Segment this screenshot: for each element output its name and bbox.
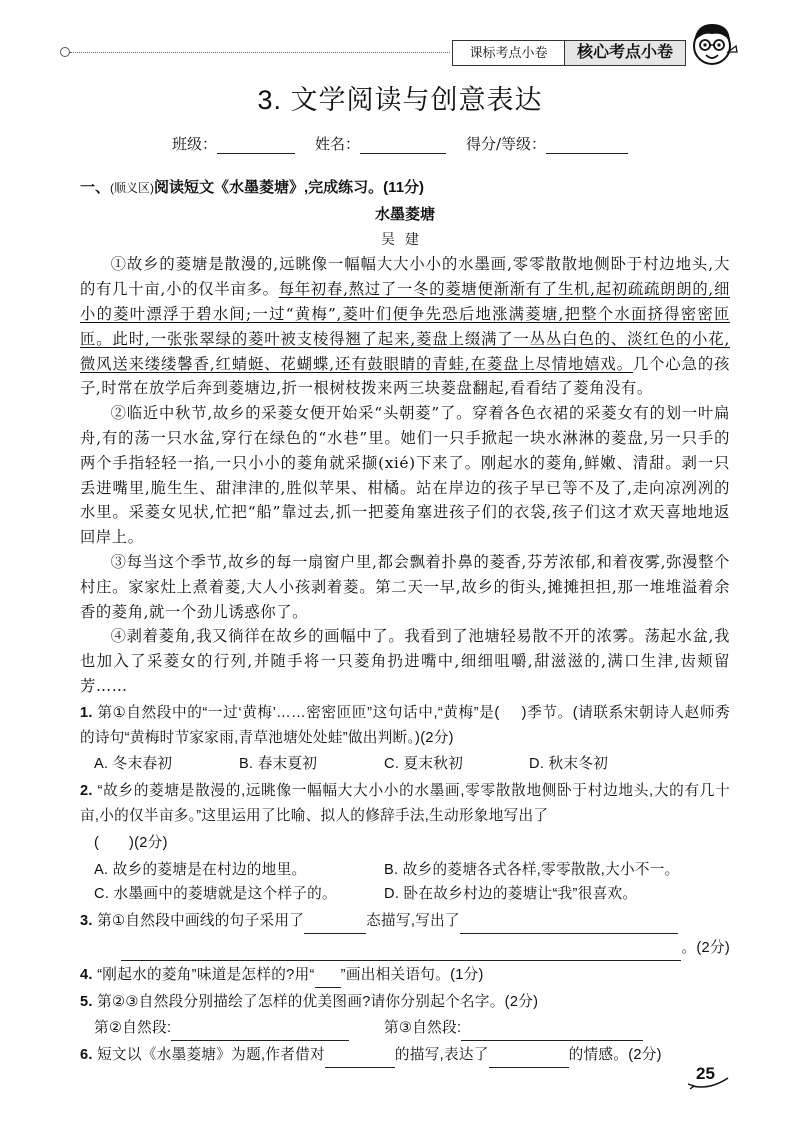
- underlined-sentence: 每年初春,熬过了一冬的菱塘便渐渐有了生机,起初疏疏朗朗的,细小的菱叶漂浮于碧水间;一过“黄梅”,菱叶们便争先恐后地涨满菱塘,把整个水面挤得密密匝匝。此时,一张张翠绿的菱叶被支棱得翘了起来,菱盘上缀满了一丛丛白色的、淡红色的小花,微风送来缕缕馨香,红蜻蜓、花蝴蝶,还有鼓眼睛的青蛙,在菱盘上尽情地嬉戏。: [80, 280, 730, 373]
- question-2-option-b[interactable]: B. 故乡的菱塘各式各样,零零散散,大小不一。: [384, 861, 680, 878]
- page-number-badge: [686, 1064, 734, 1090]
- question-6-text-a: 短文以《水墨菱塘》为题,作者借对: [97, 1047, 325, 1064]
- question-5-para3-label: 第③自然段:: [384, 1020, 462, 1037]
- score-field[interactable]: [466, 133, 628, 154]
- question-3-text-a: 第①自然段中画线的句子采用了: [97, 913, 305, 930]
- question-2-option-a[interactable]: A. 故乡的菱塘是在村边的地里。: [94, 861, 307, 878]
- question-3-blank-1[interactable]: [304, 918, 366, 934]
- section-region: (顺义区): [110, 181, 155, 195]
- question-4: [80, 963, 730, 988]
- class-field[interactable]: [172, 133, 295, 154]
- question-2-option-d[interactable]: D. 卧在故乡村边的菱塘让“我”很喜欢。: [384, 886, 638, 903]
- question-4-number: 4.: [80, 966, 93, 983]
- question-5-para3-field[interactable]: [384, 1016, 684, 1041]
- exam-content: [80, 176, 730, 1068]
- passage-paragraph-4: ④剥着菱角,我又徜徉在故乡的画幅中了。我看到了池塘轻易散不开的浓雾。荡起水盆,我也加入了采菱女的行列,并随手将一只菱角扔进嘴中,细细咀嚼,甜滋滋的,满口生津,齿颊留芳……: [80, 627, 730, 695]
- section-instruction: 阅读短文《水墨菱塘》,完成练习。(11分): [154, 179, 425, 196]
- header-dotted-line: [70, 52, 450, 53]
- question-6-number: 6.: [80, 1047, 93, 1064]
- question-5-para2-blank[interactable]: [171, 1025, 349, 1041]
- question-2: [80, 779, 730, 829]
- class-blank[interactable]: [217, 138, 295, 154]
- question-5-text: 第②③自然段分别描绘了怎样的优美图画?请你分别起个名字。(2分): [97, 993, 539, 1010]
- question-2-answer-paren[interactable]: ( )(2分): [94, 834, 168, 851]
- question-1-option-a[interactable]: A. 冬末春初: [94, 756, 173, 773]
- question-2-number: 2.: [80, 783, 93, 800]
- question-3-line-2: [80, 936, 730, 961]
- score-blank[interactable]: [546, 138, 628, 154]
- question-6-text-b: 的描写,表达了: [394, 1047, 489, 1064]
- question-4-underline-sample: [315, 972, 341, 988]
- question-1-number: 1.: [80, 704, 93, 721]
- question-5-para2-field[interactable]: [94, 1016, 384, 1041]
- header-tab-core: 核心考点小卷: [564, 40, 686, 66]
- question-6-text-c: 的情感。(2分): [568, 1047, 662, 1064]
- question-5-para2-label: 第②自然段:: [94, 1020, 172, 1037]
- passage-author: 吴建: [381, 231, 429, 248]
- question-1-text-b: )季节。(请联系宋朝诗人赵师秀的诗句“黄梅时节家家雨,青草池塘处处蛙”做出判断。)(2分): [80, 704, 731, 746]
- passage-paragraph-3: ③每当这个季节,故乡的每一扇窗户里,都会飘着扑鼻的菱香,芬芳浓郁,和着夜雾,弥漫整个村庄。家家灶上煮着菱,大人小孩剥着菱。第二天一早,故乡的街头,摊摊担担,那一堆堆溢着余香的菱角,就一个劲儿诱惑你了。: [80, 552, 730, 621]
- question-4-text-a: “刚起水的菱角”味道是怎样的?用“: [97, 966, 315, 983]
- question-2-text: “故乡的菱塘是散漫的,远眺像一幅幅大大小小的水墨画,零零散散地侧卧于村边地头,大的有几十亩,小的仅半亩多。”这里运用了比喻、拟人的修辞手法,生动形象地写出了: [80, 783, 731, 824]
- name-field[interactable]: [315, 133, 446, 154]
- passage-title: 水墨菱塘: [374, 205, 435, 223]
- question-1-option-d[interactable]: D. 秋末冬初: [529, 756, 609, 773]
- question-2-options: [80, 858, 730, 908]
- question-5-number: 5.: [80, 993, 93, 1010]
- class-label: 班级：: [171, 135, 217, 153]
- question-6: [80, 1043, 730, 1068]
- question-3-number: 3.: [80, 913, 93, 930]
- section-number: 一、: [80, 179, 111, 196]
- page-title: 3. 文学阅读与创意表达: [257, 85, 543, 115]
- question-3-end: 。(2分): [681, 939, 730, 956]
- paragraph-1-intro: ①故乡的菱塘是散漫的,远眺像一幅幅大大小小的水墨画,零零散散地侧卧于村边地头,大的有几十亩,小的仅半亩多。: [80, 255, 730, 299]
- question-5: [80, 990, 730, 1015]
- page-number: 25: [696, 1064, 715, 1083]
- question-6-blank-2[interactable]: [489, 1052, 569, 1068]
- question-3-blank-3[interactable]: [121, 945, 681, 961]
- student-info-row: [0, 133, 800, 154]
- name-blank[interactable]: [360, 138, 446, 154]
- question-1-option-b[interactable]: B. 春末夏初: [239, 756, 318, 773]
- question-3: [80, 909, 730, 934]
- question-1-option-c[interactable]: C. 夏末秋初: [384, 756, 464, 773]
- paragraph-1-end: 几个心急的孩子,时常在放学后奔到菱塘边,折一根树枝拨来两三块菱盘翻起,看看结了菱角没有。: [80, 354, 730, 398]
- question-3-text-b: 态描写,写出了: [366, 913, 460, 930]
- question-1-text-a: 第①自然段中的“一过‘黄梅’……密密匝匝”这句话中,“黄梅”是(: [97, 704, 500, 721]
- question-1-options: [80, 752, 730, 777]
- passage-paragraph-1: [80, 252, 730, 401]
- score-label: 得分/等级：: [465, 135, 547, 153]
- student-cartoon-icon: [684, 16, 740, 72]
- passage-paragraph-2: ②临近中秋节,故乡的采菱女便开始采“头朝菱”了。穿着各色衣裙的采菱女有的划一叶扁舟,有的荡一只水盆,穿行在绿色的“水巷”里。她们一只手掀起一块水淋淋的菱盘,另一只手的两个手指轻轻一掐,一只小小的菱角就采撷(xié)下来了。刚起水的菱角,鲜嫩、清甜。剥一只丢进嘴里,脆生生、甜津津的,胜似苹果、柑橘。站在岸边的孩子早已等不及了,走向凉冽冽的水里。采菱女见状,忙把“船”靠过去,抓一把菱角塞进孩子们的衣袋,孩子们这才欢天喜地地返回岸上。: [80, 404, 730, 547]
- question-3-blank-2[interactable]: [460, 918, 678, 934]
- question-4-text-b: ”画出相关语句。(1分): [340, 966, 484, 983]
- name-label: 姓名：: [314, 135, 360, 153]
- header-dot-decoration: [60, 47, 70, 57]
- question-2-option-c[interactable]: C. 水墨画中的菱塘就是这个样子的。: [94, 886, 337, 903]
- question-5-answers: [80, 1016, 730, 1041]
- question-5-para3-blank[interactable]: [461, 1025, 643, 1041]
- header-tab-course: 课标考点小卷: [452, 40, 564, 66]
- question-1: [80, 701, 730, 751]
- question-6-blank-1[interactable]: [325, 1052, 395, 1068]
- section-heading: [80, 176, 730, 201]
